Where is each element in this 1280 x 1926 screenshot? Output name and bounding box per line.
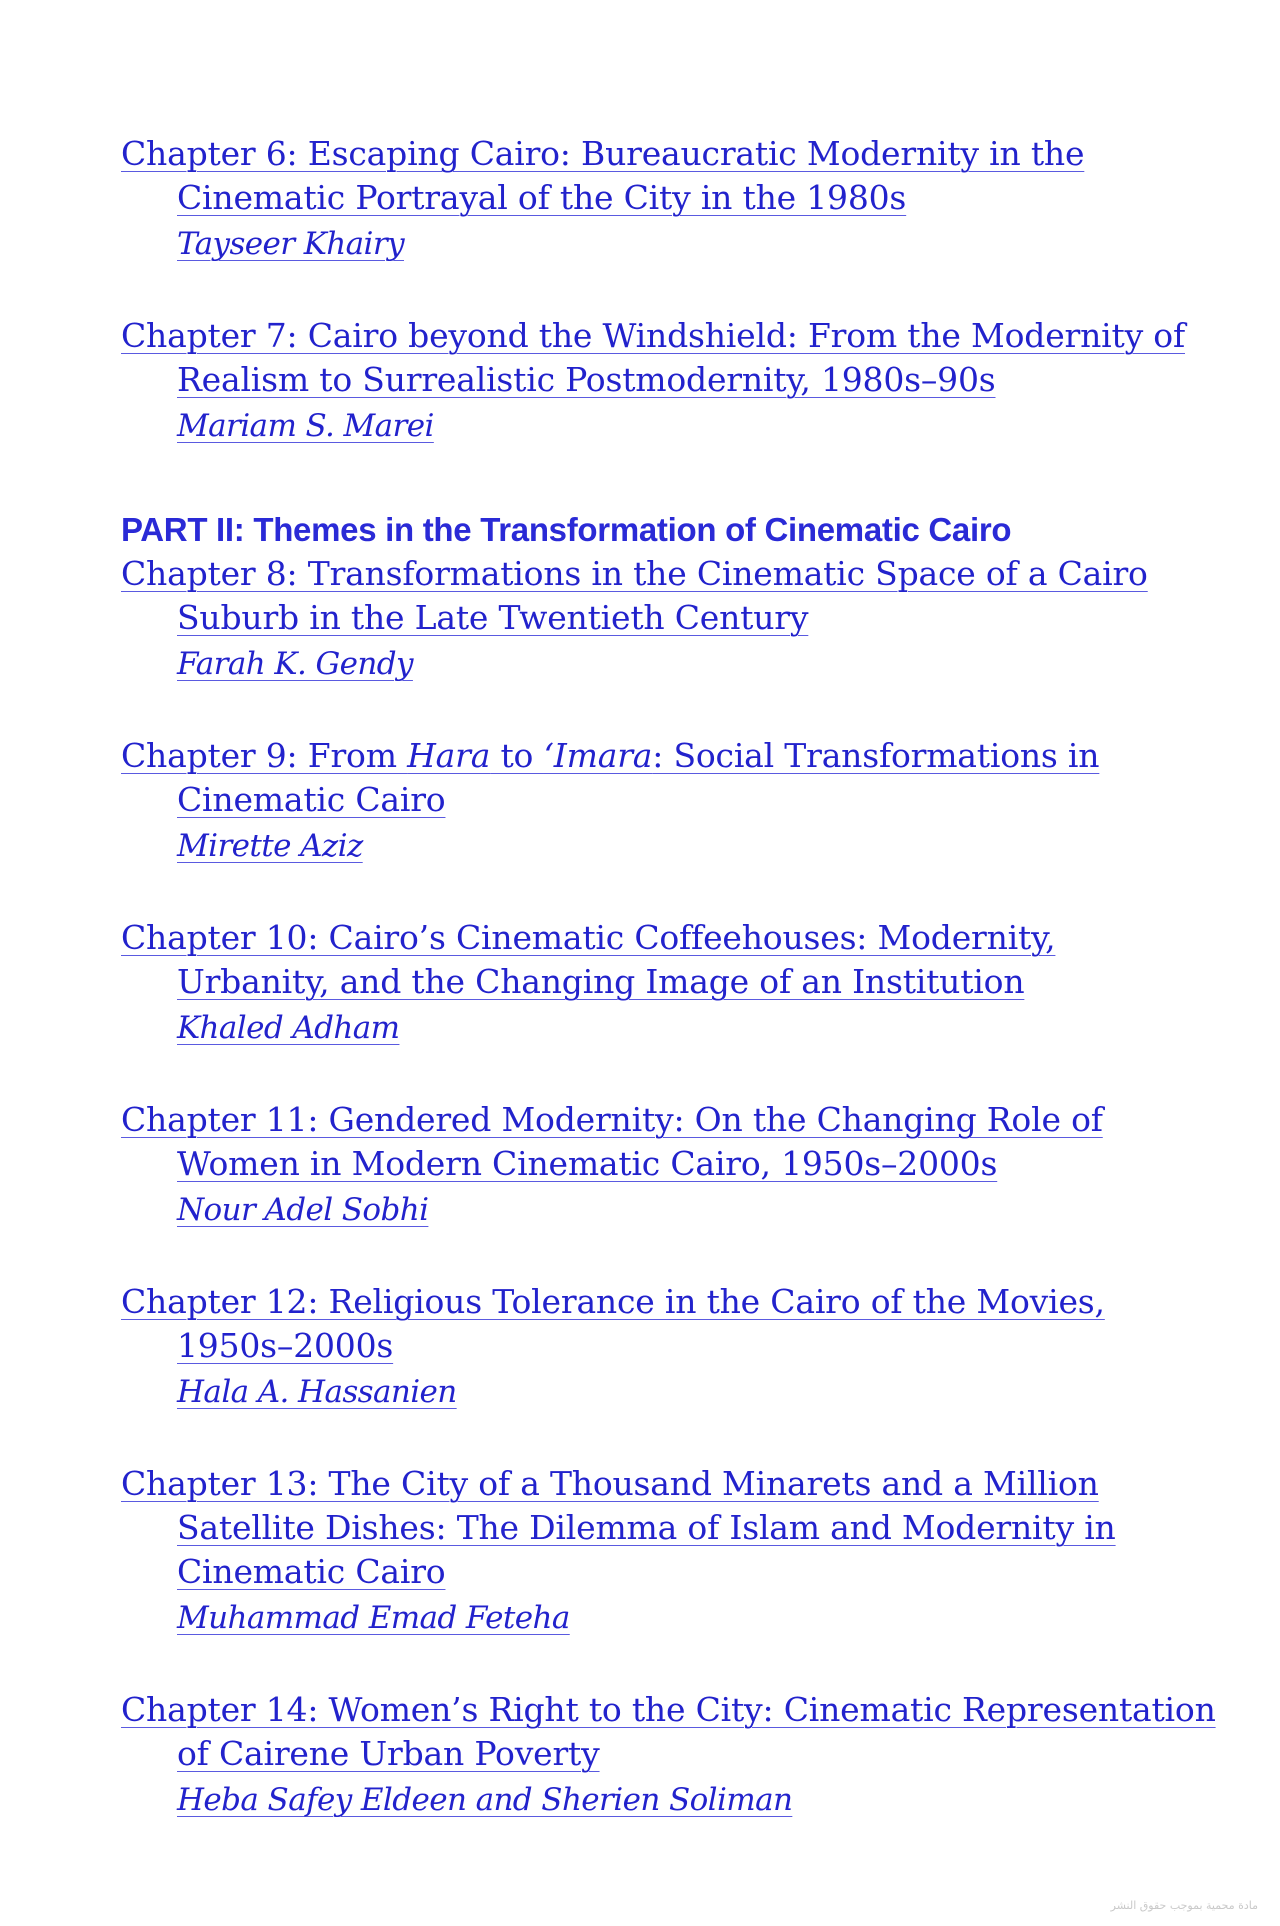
chapter-title-line <box>121 1550 1181 1594</box>
chapter-title-line <box>121 1142 1181 1186</box>
chapter-10-link-continued[interactable]: Urbanity, and the Changing Image of an Institution <box>177 962 1025 1001</box>
chapter-9-title-italic-imara: ‘Imara <box>543 736 653 775</box>
chapter-title-line <box>121 1506 1181 1550</box>
chapter-13-link-continued[interactable]: Satellite Dishes: The Dilemma of Islam and Modernity in <box>177 1508 1116 1547</box>
chapter-title-line <box>121 1462 1181 1506</box>
toc-entry-chapter-10 <box>121 916 1181 1052</box>
toc-entry-chapter-13 <box>121 1462 1181 1642</box>
chapter-title-line <box>121 1688 1216 1732</box>
chapter-10-author-link[interactable]: Khaled Adham <box>177 1010 400 1046</box>
part-2-heading-link[interactable]: PART II: Themes in the Transformation of Cinematic Cairo <box>121 511 1012 548</box>
chapter-author <box>121 1368 1181 1416</box>
chapter-12-author-link[interactable]: Hala A. Hassanien <box>177 1374 457 1410</box>
chapter-author <box>121 1186 1181 1234</box>
chapter-14-link-continued[interactable]: of Cairene Urban Poverty <box>177 1734 600 1773</box>
toc-entry-chapter-11 <box>121 1098 1181 1234</box>
chapter-title-line <box>121 916 1181 960</box>
chapter-title-line <box>121 1098 1181 1142</box>
chapter-13-author-link[interactable]: Muhammad Emad Feteha <box>177 1600 570 1636</box>
chapter-7-link[interactable]: Chapter 7: Cairo beyond the Windshield: From the Modernity of <box>121 316 1185 355</box>
chapter-9-title-italic-hara: Hara <box>407 736 491 775</box>
chapter-title-line <box>121 358 1181 402</box>
chapter-author <box>121 1776 1181 1824</box>
chapter-11-link-continued[interactable]: Women in Modern Cinematic Cairo, 1950s–2000s <box>177 1144 998 1183</box>
chapter-8-link-continued[interactable]: Suburb in the Late Twentieth Century <box>177 598 809 637</box>
toc-entry-chapter-6 <box>121 132 1181 268</box>
chapter-14-link[interactable]: Chapter 14: Women’s Right to the City: Cinematic Representation <box>121 1690 1216 1729</box>
chapter-9-title-part: : Social Transformations in <box>652 736 1100 775</box>
chapter-author <box>121 220 1181 268</box>
chapter-12-link[interactable]: Chapter 12: Religious Tolerance in the Cairo of the Movies, <box>121 1282 1105 1321</box>
chapter-title-line <box>121 1732 1181 1776</box>
chapter-title-line <box>121 960 1181 1004</box>
chapter-9-link-continued[interactable]: Cinematic Cairo <box>177 780 446 819</box>
chapter-6-link[interactable]: Chapter 6: Escaping Cairo: Bureaucratic Modernity in the <box>121 134 1085 173</box>
toc-entry-chapter-12 <box>121 1280 1181 1416</box>
chapter-7-link-continued[interactable]: Realism to Surrealistic Postmodernity, 1980s–90s <box>177 360 996 399</box>
chapter-title-line <box>121 1280 1181 1324</box>
toc-entry-chapter-9 <box>121 734 1181 870</box>
chapter-title-line <box>121 596 1181 640</box>
toc-entry-chapter-7 <box>121 314 1185 450</box>
chapter-14-author-link[interactable]: Heba Safey Eldeen and Sherien Soliman <box>177 1782 793 1818</box>
chapter-6-link-continued[interactable]: Cinematic Portrayal of the City in the 1980s <box>177 178 907 217</box>
toc-entry-chapter-8 <box>121 552 1181 688</box>
chapter-11-link[interactable]: Chapter 11: Gendered Modernity: On the Changing Role of <box>121 1100 1103 1139</box>
chapter-8-author-link[interactable]: Farah K. Gendy <box>177 646 413 682</box>
chapter-13-link-continued-2[interactable]: Cinematic Cairo <box>177 1552 446 1591</box>
chapter-9-link[interactable] <box>121 736 1099 775</box>
chapter-title-line <box>121 176 1181 220</box>
chapter-13-link[interactable]: Chapter 13: The City of a Thousand Minarets and a Million <box>121 1464 1099 1503</box>
chapter-9-author-link[interactable]: Mirette Aziz <box>177 828 363 864</box>
toc-entry-chapter-14 <box>121 1688 1216 1824</box>
copyright-watermark: مادة محمية بموجب حقوق النشر <box>1110 1899 1258 1912</box>
chapter-author <box>121 640 1181 688</box>
chapter-10-link[interactable]: Chapter 10: Cairo’s Cinematic Coffeehouses: Modernity, <box>121 918 1056 957</box>
chapter-8-link[interactable]: Chapter 8: Transformations in the Cinematic Space of a Cairo <box>121 554 1148 593</box>
part-2-heading <box>121 494 1181 550</box>
table-of-contents <box>121 132 1216 1870</box>
chapter-author <box>121 822 1181 870</box>
chapter-7-author-link[interactable]: Mariam S. Marei <box>177 408 434 444</box>
chapter-title-line <box>121 778 1181 822</box>
chapter-author <box>121 1594 1181 1642</box>
chapter-12-link-continued[interactable]: 1950s–2000s <box>177 1326 394 1365</box>
chapter-6-author-link[interactable]: Tayseer Khairy <box>177 226 404 262</box>
chapter-title-line <box>121 1324 1181 1368</box>
chapter-title-line <box>121 552 1181 596</box>
chapter-title-line <box>121 132 1181 176</box>
chapter-9-title-part: to <box>490 736 544 775</box>
chapter-author <box>121 402 1181 450</box>
chapter-11-author-link[interactable]: Nour Adel Sobhi <box>177 1192 429 1228</box>
chapter-title-line <box>121 314 1185 358</box>
chapter-author <box>121 1004 1181 1052</box>
chapter-9-title-part: Chapter 9: From <box>121 736 408 775</box>
chapter-title-line <box>121 734 1181 778</box>
